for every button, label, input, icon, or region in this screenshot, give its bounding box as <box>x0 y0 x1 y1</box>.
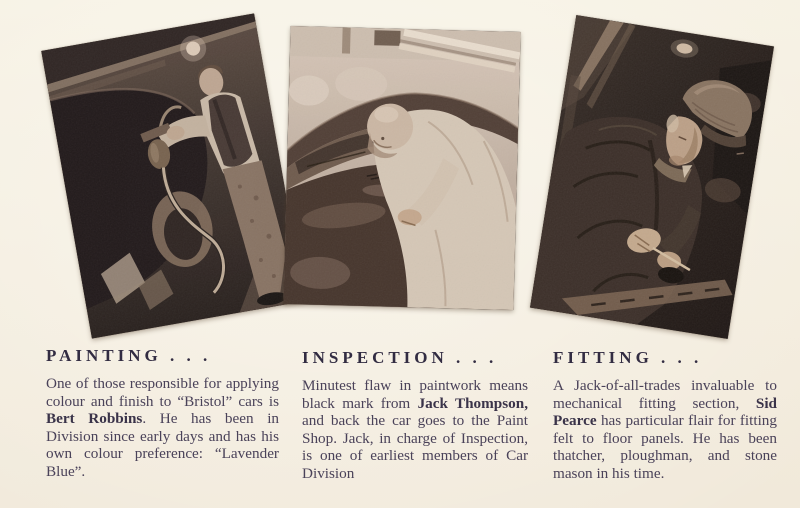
heading-fitting: FITTING . . . <box>553 348 703 367</box>
heading-painting: PAINTING . . . <box>46 346 212 365</box>
photo-inspection-illustration <box>283 26 520 310</box>
photo-fitting <box>530 15 774 339</box>
body-painting <box>46 375 279 481</box>
column-fitting <box>553 348 777 483</box>
body-inspection-pre: Minutest flaw in paintwork means black mark from <box>302 377 528 412</box>
person-name-bert-robbins: Bert Robbins <box>46 410 143 428</box>
person-name-jack-thompson: Jack Thompson, <box>417 394 528 412</box>
photo-fitting-illustration <box>530 15 774 339</box>
body-inspection <box>302 377 528 483</box>
column-inspection <box>302 348 528 483</box>
body-painting-post: . He has been in Division since early days and has his own colour preference: “Lavender Blue”. <box>46 410 280 480</box>
person-name-sid-pearce: Sid Pearce <box>553 394 777 430</box>
photo-painting-illustration <box>41 13 304 338</box>
body-fitting <box>553 377 777 483</box>
heading-inspection: INSPECTION . . . <box>302 348 498 367</box>
body-fitting-post: has particular flair for fitting felt to floor panels. He has been thatcher, ploughman, and stone mason in his time. <box>553 412 777 482</box>
body-painting-pre: One of those responsible for applying colour and finish to “Bristol” cars is <box>46 375 279 410</box>
body-fitting-pre: A Jack-of-all-trades invaluable to mechanical fitting section, <box>553 377 777 412</box>
column-painting <box>46 346 279 481</box>
body-inspection-post: and back the car goes to the Paint Shop. Jack, in charge of Inspection, is one of earliest members of Car Division <box>302 412 528 482</box>
photo-painting <box>41 13 304 338</box>
photo-inspection <box>283 26 520 310</box>
